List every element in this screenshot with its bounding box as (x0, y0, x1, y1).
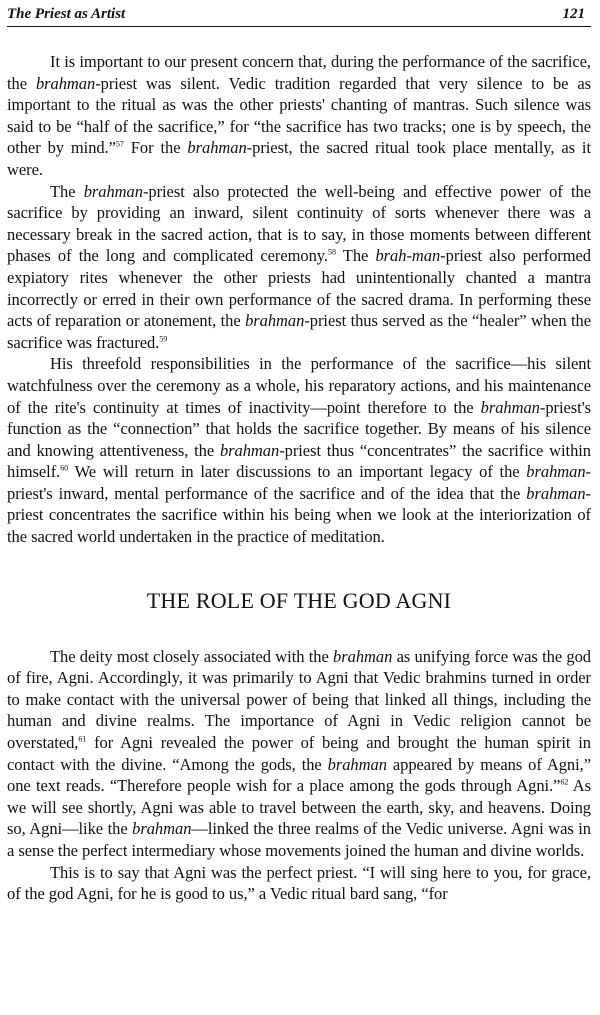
paragraph (7, 862, 591, 905)
paragraph (7, 646, 591, 862)
paragraph (7, 353, 591, 547)
text-run: -priest's inward, mental performance of the sacrifice and of the idea that the (7, 462, 591, 503)
text-run: -priest's function as the “connection” that holds the sacrifice together. By means of his silence and knowing attentiveness, the (7, 397, 591, 460)
text-run: -priest, the sacred ritual took place mentally, as it were. (7, 138, 591, 179)
italic-term: brahman (333, 646, 393, 666)
section-heading: THE ROLE OF THE GOD AGNI (146, 587, 452, 613)
italic-term: brahman (83, 181, 143, 201)
footnote-marker: 60 (60, 463, 69, 473)
text-run: -priest concentrates the sacrifice within his being when we look at the interiorization of the sacred world undertaken in the practice of meditation. (7, 483, 591, 547)
text-run: —linked the three realms of the Vedic universe. Agni was in a sense the perfect intermediary whose movements joined the human and divine worlds. (7, 819, 591, 860)
italic-term: brahman (526, 462, 586, 482)
running-header (7, 0, 591, 27)
italic-term: brahman (132, 819, 192, 839)
text-run: -priest also performed expiatory rites whenever the other priests had unintentionally chanted a mantra incorrectly or erred in their own performance of the sacred drama. In performing these acts of reparation or atonement, the (7, 246, 591, 331)
italic-term: brahman (526, 483, 586, 503)
footnote-marker: 58 (328, 247, 336, 257)
paragraph (7, 51, 591, 181)
italic-term: brahman (480, 397, 540, 417)
italic-term: brahman (219, 440, 280, 460)
running-title: The Priest as Artist (7, 6, 126, 22)
text-run: -priest thus “concentrates” the sacrifice within himself. (7, 440, 591, 482)
text-run: For the (123, 138, 188, 158)
body-text-bottom (7, 646, 591, 905)
text-run: As we will see shortly, Agni was able to travel between the earth, sky, and heavens. Doing so, Agni—like the (7, 776, 592, 839)
text-run: His threefold responsibilities in the performance of the sacrifice—his silent watchfulness over the ceremony as a whole, his reparatory actions, and his maintenance of the rite's continuity at times of inactivity—point therefore to the (7, 354, 591, 417)
italic-term: brahman (35, 73, 96, 93)
text-run: It is important to our present concern that, during the performance of the sacrifice, the (7, 52, 591, 93)
page-number: 121 (562, 6, 585, 22)
footnote-marker: 57 (115, 139, 124, 149)
text-run: -priest also protected the well-being and effective power of the sacrifice by providing an inward, silent continuity of sorts whenever there was a necessary break in the sacred action, that is to say, in those moments between different phases of the long and complicated ceremony. (7, 181, 592, 266)
text-run: appeared by means of Agni,” one text reads. “Therefore people wish for a place among the gods through Agni.” (7, 754, 591, 796)
text-run: The (335, 246, 376, 266)
text-run: This is to say that Agni was the perfect priest. “I will sing here to you, for grace, of the god Agni, for he is good to us,” a Vedic ritual bard sang, “for (7, 862, 591, 904)
footnote-marker: 62 (560, 777, 569, 787)
paragraph (7, 181, 591, 354)
italic-term: brahman (245, 311, 305, 331)
text-run: We will return in later discussions to an important legacy of the (68, 462, 527, 482)
footnote-marker: 59 (159, 334, 168, 344)
text-run: -priest thus served as the “healer” when the sacrifice was fractured. (7, 311, 591, 352)
footnote-marker: 61 (78, 734, 87, 744)
text-run: -priest was silent. Vedic tradition regarded that very silence to be as important to the ritual as was the other priests' chanting of mantras. Such silence was said to be “half of the sacrifice,” for “the sacrifice has two tracks; one is by speech, the other by mind.” (7, 73, 591, 158)
text-run: The (50, 181, 84, 201)
italic-term: brahman (187, 138, 247, 158)
body-text-top (7, 51, 591, 548)
italic-term: brahman (327, 754, 387, 774)
text-run: The deity most closely associated with the (50, 646, 334, 666)
text-run: as unifying force was the god of fire, Agni. Accordingly, it was primarily to Agni that Vedic brahmins turned in order to make contact with the universal power of being that linked all things, including the human and divine realms. The importance of Agni in Vedic religion cannot be overstated, (7, 646, 591, 753)
text-run: for Agni revealed the power of being and brought the human spirit in contact with the divine. “Among the gods, the (7, 733, 591, 774)
italic-term: brah-man (375, 246, 441, 266)
